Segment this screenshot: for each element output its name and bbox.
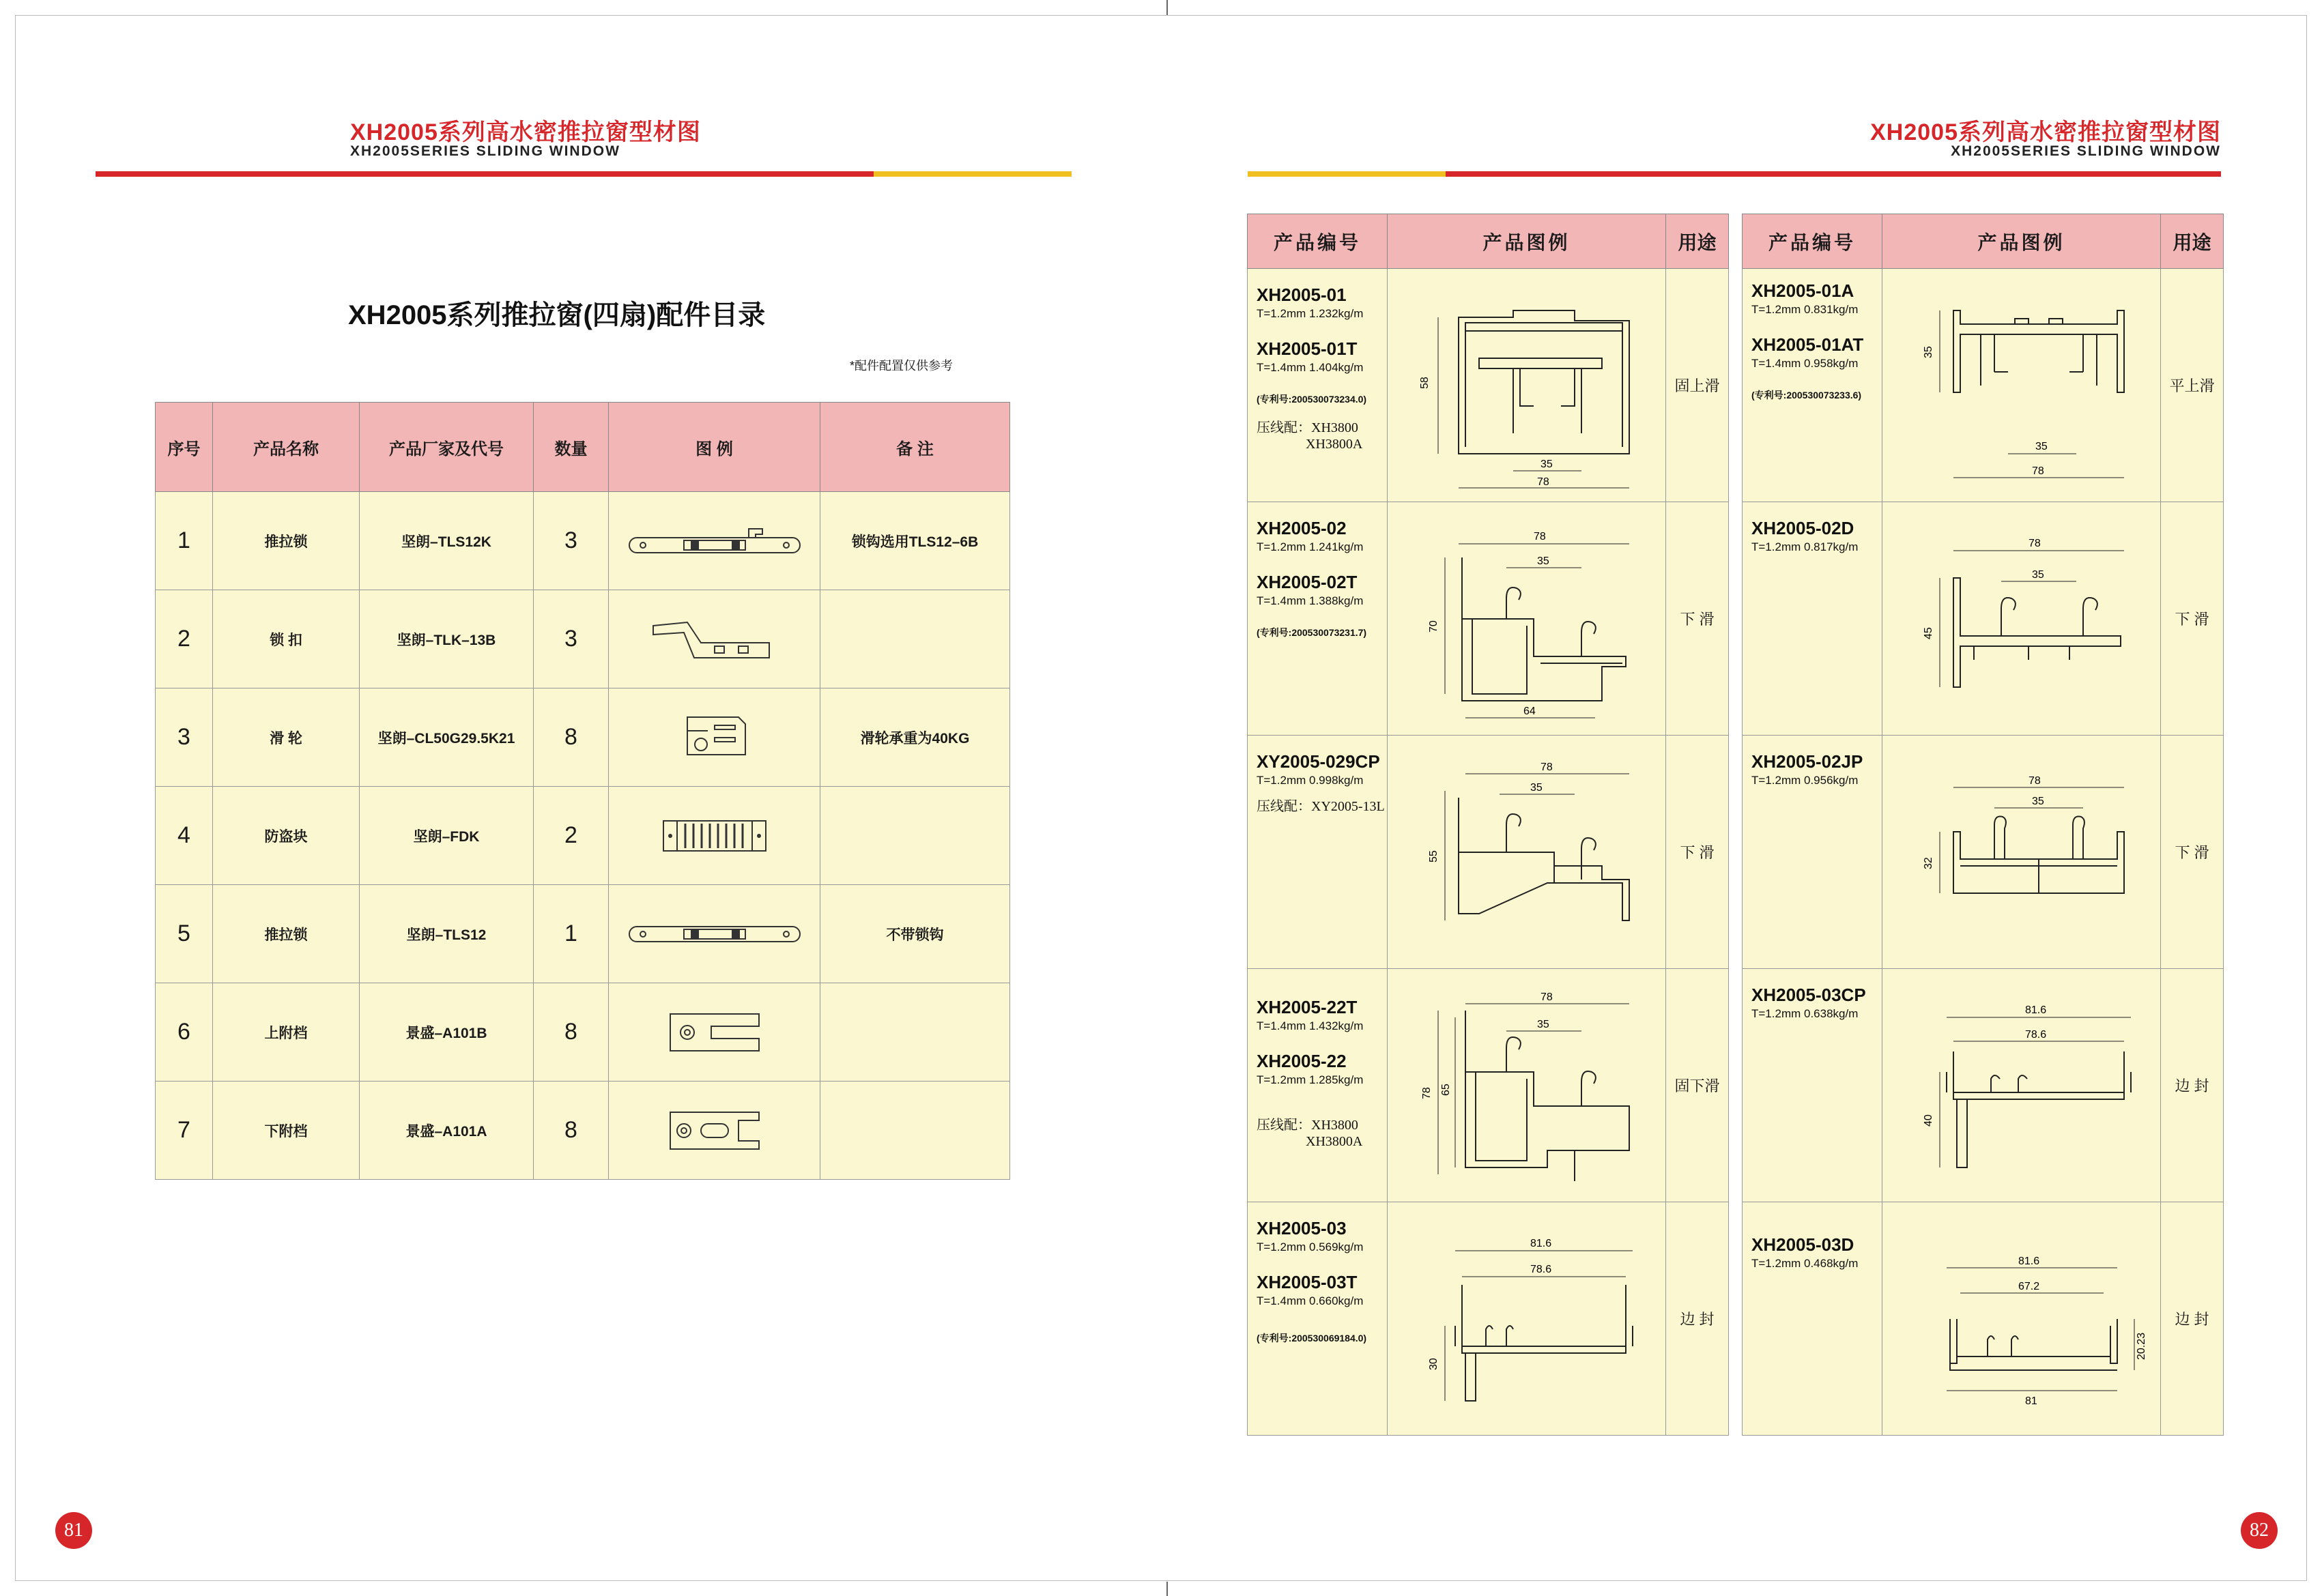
dimension-label: 64 <box>1523 706 1536 717</box>
dimension-label: 45 <box>1922 627 1934 639</box>
row-no: 3 <box>156 688 213 787</box>
product-code: XH2005-01 <box>1257 285 1347 305</box>
right-header-rule-red <box>1446 171 2221 177</box>
row-remark: 锁钩选用TLS12–6B <box>820 492 1010 590</box>
usage-label: 边 封 <box>1666 1202 1729 1436</box>
table-row <box>156 590 1010 688</box>
dimension-label: 32 <box>1922 857 1934 869</box>
usage-label: 边 封 <box>2161 1202 2224 1436</box>
row-remark <box>820 787 1010 885</box>
fitting-note: 压线配：XH3800 <box>1257 420 1358 435</box>
col-header-name: 产品名称 <box>213 403 360 492</box>
table-row <box>1743 736 2224 969</box>
product-code: XH2005-01A <box>1751 280 1854 301</box>
profile-table-header <box>1743 214 2224 269</box>
table-row <box>156 983 1010 1082</box>
product-code: XH2005-22 <box>1257 1051 1347 1071</box>
dimension-label: 81.6 <box>2024 1004 2046 1016</box>
product-code: XH2005-02D <box>1751 518 1854 538</box>
patent-number: (专利号:200530073233.6) <box>1751 390 1862 401</box>
product-spec: T=1.2mm 0.569kg/m <box>1257 1240 1364 1253</box>
dimension-label: 20.23 <box>2135 1332 2147 1360</box>
right-page-number: 82 <box>2241 1512 2278 1549</box>
left-page-number: 81 <box>55 1512 92 1549</box>
product-code: XH2005-01T <box>1257 338 1358 359</box>
dimension-label: 35 <box>2035 441 2048 452</box>
col-header-code: 产品厂家及代号 <box>360 403 534 492</box>
product-code: XY2005-029CP <box>1257 751 1380 772</box>
row-name: 上附档 <box>213 983 360 1082</box>
table-row <box>156 1082 1010 1180</box>
row-name: 滑 轮 <box>213 688 360 787</box>
table-row <box>1743 1202 2224 1436</box>
col-header-product-figure: 产品图例 <box>1388 214 1666 269</box>
dimension-label: 81.6 <box>2018 1256 2039 1267</box>
row-name: 推拉锁 <box>213 885 360 983</box>
left-header-title: XH2005系列高水密推拉窗型材图 <box>350 119 701 145</box>
product-code: XH2005-03 <box>1257 1218 1347 1238</box>
product-spec: T=1.4mm 1.404kg/m <box>1257 361 1364 374</box>
pulley-icon <box>609 688 820 787</box>
accessory-table <box>155 402 1010 1180</box>
row-no: 1 <box>156 492 213 590</box>
usage-label: 固上滑 <box>1666 269 1729 502</box>
col-header-product-code: 产品编号 <box>1248 214 1388 269</box>
dimension-label: 67.2 <box>2018 1281 2039 1292</box>
profile-drawing-cell <box>1388 1202 1666 1436</box>
row-remark <box>820 1082 1010 1180</box>
table-row <box>156 885 1010 983</box>
dimension-label: 35 <box>1536 555 1549 567</box>
usage-label: 下 滑 <box>2161 736 2224 969</box>
row-code: 坚朗–TLS12 <box>360 885 534 983</box>
profile-drawing-cell <box>1882 269 2161 502</box>
product-spec: T=1.2mm 0.638kg/m <box>1751 1007 1859 1020</box>
table-row <box>1248 502 1729 736</box>
row-name: 下附档 <box>213 1082 360 1180</box>
fold-mark-top <box>1166 0 1168 15</box>
table-row <box>1743 502 2224 736</box>
row-qty: 1 <box>534 885 609 983</box>
usage-label: 下 滑 <box>1666 736 1729 969</box>
product-spec: T=1.2mm 0.831kg/m <box>1751 303 1859 316</box>
row-name: 锁 扣 <box>213 590 360 688</box>
usage-label: 下 滑 <box>2161 502 2224 736</box>
col-header-no: 序号 <box>156 403 213 492</box>
row-remark <box>820 590 1010 688</box>
dimension-label: 40 <box>1922 1114 1934 1127</box>
row-code: 坚朗–CL50G29.5K21 <box>360 688 534 787</box>
product-code: XH2005-22T <box>1257 997 1358 1017</box>
left-header-rule-yellow <box>874 171 1072 177</box>
dimension-label: 30 <box>1427 1358 1439 1370</box>
dimension-label: 78 <box>1536 476 1549 488</box>
trim-line-right <box>2306 15 2307 1580</box>
dimension-label: 78 <box>1540 761 1553 773</box>
product-spec: T=1.2mm 0.468kg/m <box>1751 1257 1859 1270</box>
right-header-subtitle: XH2005SERIES SLIDING WINDOW <box>1951 143 2221 159</box>
row-code: 景盛–A101B <box>360 983 534 1082</box>
row-code: 景盛–A101A <box>360 1082 534 1180</box>
row-qty: 2 <box>534 787 609 885</box>
trim-line-left <box>15 15 16 1580</box>
product-spec: T=1.4mm 1.388kg/m <box>1257 594 1364 607</box>
dimension-label: 78 <box>1420 1087 1433 1099</box>
dimension-label: 35 <box>2031 796 2044 807</box>
row-no: 2 <box>156 590 213 688</box>
product-spec: T=1.4mm 0.958kg/m <box>1751 357 1859 370</box>
row-name: 防盗块 <box>213 787 360 885</box>
col-header-qty: 数量 <box>534 403 609 492</box>
dimension-label: 81.6 <box>1530 1238 1551 1249</box>
patent-number: (专利号:200530073234.0) <box>1257 394 1367 405</box>
dimension-label: 78.6 <box>2024 1029 2046 1041</box>
product-spec: T=1.2mm 1.285kg/m <box>1257 1073 1364 1086</box>
dimension-label: 58 <box>1418 377 1431 389</box>
sliding-lock-icon <box>609 885 820 983</box>
catalog-title: XH2005系列推拉窗(四扇)配件目录 <box>348 300 766 330</box>
row-qty: 8 <box>534 688 609 787</box>
usage-label: 边 封 <box>2161 969 2224 1202</box>
product-spec: T=1.2mm 0.817kg/m <box>1751 540 1859 553</box>
dimension-label: 35 <box>1922 346 1934 358</box>
row-no: 7 <box>156 1082 213 1180</box>
fitting-note: 压线配：XH3800 <box>1257 1118 1358 1133</box>
dimension-label: 78 <box>1540 991 1553 1003</box>
profile-drawing-cell <box>1882 1202 2161 1436</box>
dimension-label: 81 <box>2024 1395 2037 1407</box>
dimension-label: 35 <box>1540 459 1553 470</box>
table-row <box>1743 269 2224 502</box>
col-header-usage: 用途 <box>2161 214 2224 269</box>
dimension-label: 78 <box>2028 538 2041 549</box>
col-header-figure: 图 例 <box>609 403 820 492</box>
row-code: 坚朗–TLS12K <box>360 492 534 590</box>
row-code: 坚朗–FDK <box>360 787 534 885</box>
table-row <box>156 787 1010 885</box>
dimension-label: 78.6 <box>1530 1264 1551 1275</box>
fitting-note: 压线配：XY2005-13L <box>1257 799 1385 814</box>
table-row <box>156 688 1010 787</box>
product-spec: T=1.4mm 0.660kg/m <box>1257 1294 1364 1307</box>
profile-table-left <box>1247 214 1729 1436</box>
anti-theft-block-icon <box>609 787 820 885</box>
dimension-label: 35 <box>1536 1019 1549 1030</box>
left-header-rule-red <box>96 171 874 177</box>
dimension-label: 35 <box>2031 569 2044 581</box>
product-spec: T=1.2mm 0.956kg/m <box>1751 774 1859 787</box>
profile-drawing-cell <box>1388 736 1666 969</box>
col-header-remark: 备 注 <box>820 403 1010 492</box>
fitting-note: XH3800A <box>1306 1134 1363 1149</box>
upper-stop-icon <box>609 983 820 1082</box>
col-header-usage: 用途 <box>1666 214 1729 269</box>
patent-number: (专利号:200530069184.0) <box>1257 1333 1367 1344</box>
row-remark: 不带锁钩 <box>820 885 1010 983</box>
fold-mark-bottom <box>1166 1582 1168 1596</box>
row-remark <box>820 983 1010 1082</box>
product-spec: T=1.2mm 1.241kg/m <box>1257 540 1364 553</box>
table-row <box>1248 269 1729 502</box>
dimension-label: 70 <box>1427 620 1439 633</box>
sliding-lock-icon <box>609 492 820 590</box>
product-spec: T=1.2mm 0.998kg/m <box>1257 774 1364 787</box>
product-spec: T=1.2mm 1.232kg/m <box>1257 307 1364 320</box>
table-row <box>1248 969 1729 1202</box>
profile-table-right <box>1742 214 2224 1436</box>
row-qty: 3 <box>534 590 609 688</box>
usage-label: 固下滑 <box>1666 969 1729 1202</box>
right-header-rule-yellow <box>1248 171 1446 177</box>
usage-label: 平上滑 <box>2161 269 2224 502</box>
product-spec: T=1.4mm 1.432kg/m <box>1257 1019 1364 1032</box>
row-no: 6 <box>156 983 213 1082</box>
product-code: XH2005-02JP <box>1751 751 1863 772</box>
row-qty: 8 <box>534 983 609 1082</box>
accessory-table-header <box>156 403 1010 492</box>
row-no: 4 <box>156 787 213 885</box>
table-row <box>156 492 1010 590</box>
dimension-label: 78 <box>2028 775 2041 787</box>
usage-label: 下 滑 <box>1666 502 1729 736</box>
profile-drawing-cell <box>1388 269 1666 502</box>
row-remark: 滑轮承重为40KG <box>820 688 1010 787</box>
table-row <box>1248 736 1729 969</box>
right-header-title: XH2005系列高水密推拉窗型材图 <box>1870 119 2221 145</box>
table-row <box>1743 969 2224 1202</box>
product-code: XH2005-01AT <box>1751 334 1864 355</box>
col-header-product-figure: 产品图例 <box>1882 214 2161 269</box>
product-code: XH2005-03D <box>1751 1234 1854 1255</box>
product-code: XH2005-03CP <box>1751 985 1866 1005</box>
row-qty: 3 <box>534 492 609 590</box>
profile-table-header <box>1248 214 1729 269</box>
patent-number: (专利号:200530073231.7) <box>1257 627 1367 638</box>
profile-drawing-cell <box>1882 502 2161 736</box>
profile-drawing-cell <box>1388 502 1666 736</box>
profile-drawing-cell <box>1388 969 1666 1202</box>
row-name: 推拉锁 <box>213 492 360 590</box>
profile-drawing-cell <box>1882 736 2161 969</box>
row-code: 坚朗–TLK–13B <box>360 590 534 688</box>
fitting-note: XH3800A <box>1306 437 1363 452</box>
dimension-label: 78 <box>2031 465 2044 477</box>
table-row <box>1248 1202 1729 1436</box>
product-code: XH2005-02 <box>1257 518 1347 538</box>
product-code: XH2005-03T <box>1257 1272 1358 1292</box>
dimension-label: 55 <box>1427 850 1439 862</box>
catalog-note: *配件配置仅供参考 <box>850 359 954 373</box>
trim-line-top <box>15 15 2307 16</box>
col-header-product-code: 产品编号 <box>1743 214 1882 269</box>
dimension-label: 65 <box>1439 1084 1452 1096</box>
row-no: 5 <box>156 885 213 983</box>
profile-drawing-cell <box>1882 969 2161 1202</box>
lock-catch-icon <box>609 590 820 688</box>
lower-stop-icon <box>609 1082 820 1180</box>
dimension-label: 78 <box>1533 531 1546 542</box>
dimension-label: 35 <box>1530 782 1543 794</box>
trim-line-bottom <box>15 1580 2307 1581</box>
row-qty: 8 <box>534 1082 609 1180</box>
left-header-subtitle: XH2005SERIES SLIDING WINDOW <box>350 143 620 159</box>
product-code: XH2005-02T <box>1257 572 1358 592</box>
